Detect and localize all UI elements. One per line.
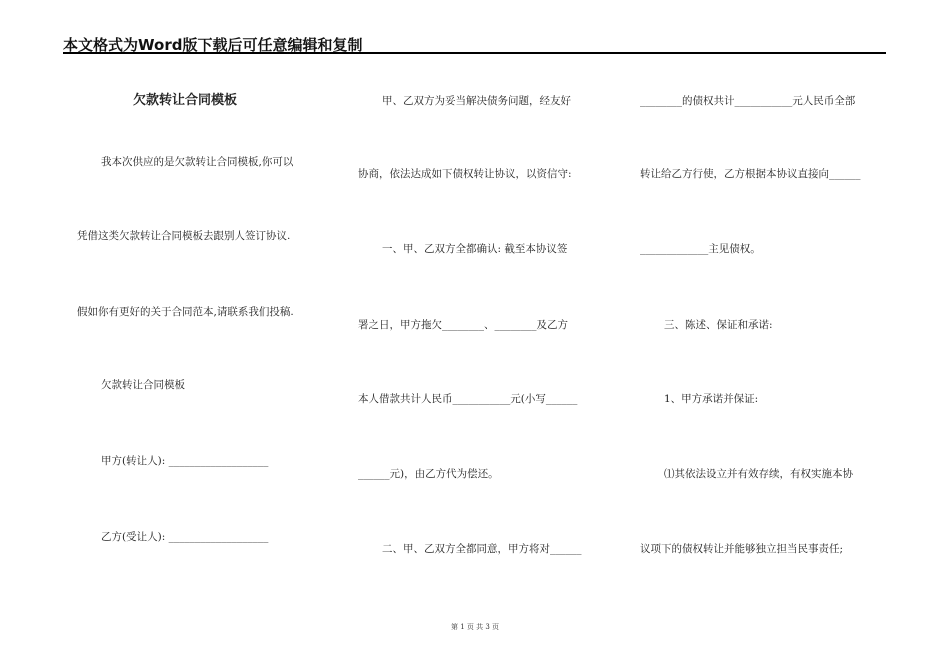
intro-line-3: 假如你有更好的关于合同范本,请联系我们投稿. <box>77 306 294 318</box>
header-title: 本文格式为Word版下载后可任意编辑和复制 <box>63 36 363 54</box>
middle-line-2: 协商，依法达成如下债权转让协议，以资信守: <box>358 168 572 180</box>
page-number-footer: 第 1 页 共 3 页 <box>450 623 500 631</box>
header-divider <box>63 52 886 54</box>
right-line-5: 1、甲方承诺并保证: <box>664 393 759 405</box>
intro-line-2: 凭借这类欠款转让合同模板去跟别人签订协议. <box>77 230 291 242</box>
middle-line-1: 甲、乙双方为妥当解决债务问题，经友好 <box>382 95 571 107</box>
middle-line-3: 一、甲、乙双方全都确认: 截至本协议签 <box>382 243 568 255</box>
document-title: 欠款转让合同模板 <box>133 93 238 108</box>
middle-line-5: 本人借款共计人民币___________元(小写______ <box>358 393 578 405</box>
middle-line-7: 二、甲、乙双方全都同意，甲方将对______ <box>382 543 582 555</box>
middle-line-4: 署之日，甲方拖欠________、________及乙方 <box>358 319 568 331</box>
right-line-4: 三、陈述、保证和承诺: <box>664 319 773 331</box>
middle-line-6: ______元)，由乙方代为偿还。 <box>358 468 499 480</box>
contract-subtitle: 欠款转让合同模板 <box>101 379 185 391</box>
right-line-3: _____________主见债权。 <box>640 243 761 255</box>
party-b-field: 乙方(受让人): ___________________ <box>101 531 269 543</box>
right-line-7: 议项下的债权转让并能够独立担当民事责任; <box>640 543 844 555</box>
party-a-field: 甲方(转让人): ___________________ <box>101 455 269 467</box>
intro-line-1: 我本次供应的是欠款转让合同模板,你可以 <box>101 156 294 168</box>
right-line-6: ⑴其依法设立并有效存续，有权实施本协 <box>664 468 853 480</box>
right-line-1: ________的债权共计___________元人民币全部 <box>640 95 856 107</box>
right-line-2: 转让给乙方行使，乙方根据本协议直接向______ <box>640 168 861 180</box>
